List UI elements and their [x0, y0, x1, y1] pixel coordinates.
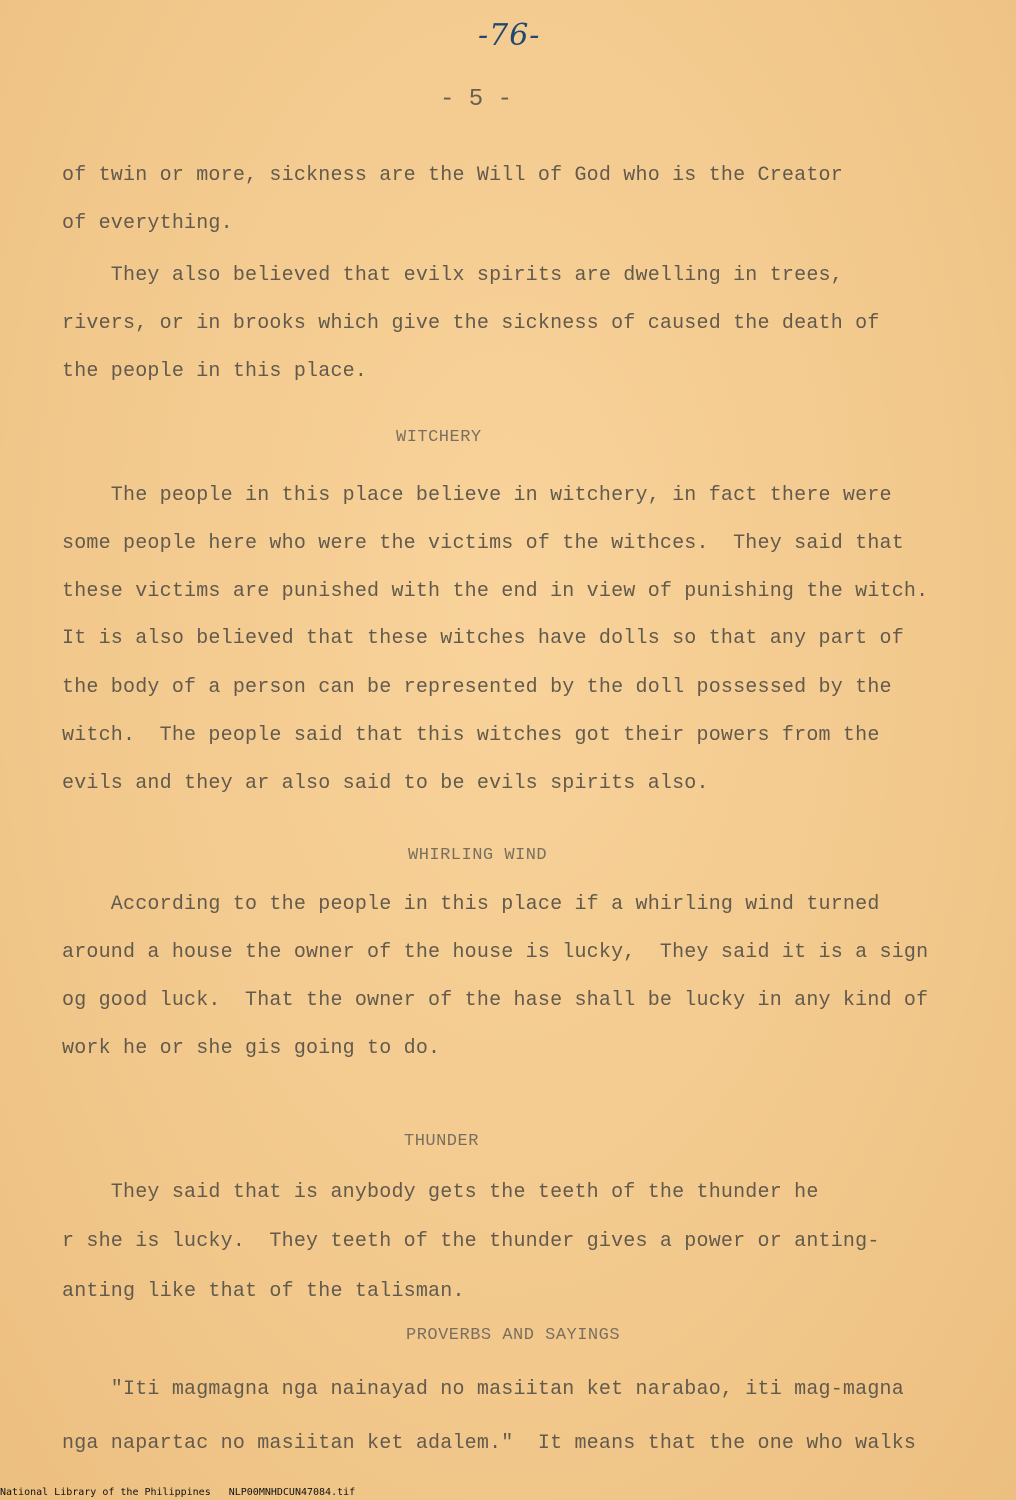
text-line: the people in this place. [62, 360, 368, 383]
typed-page-number: - 5 - [440, 86, 513, 113]
text-line: of twin or more, sickness are the Will of God who is the Creator [62, 164, 843, 187]
text-line: these victims are punished with the end in view of punishing the witch. [62, 580, 929, 603]
text-line: rivers, or in brooks which give the sickness of caused the death of [62, 312, 880, 335]
text-line: anting like that of the talisman. [62, 1280, 465, 1303]
text-line: They said that is anybody gets the teeth of the thunder he [62, 1181, 819, 1204]
text-line: They also believed that evilx spirits are dwelling in trees, [62, 264, 843, 287]
handwritten-page-number: -76- [478, 18, 541, 53]
text-line: According to the people in this place if a whirling wind turned [62, 893, 880, 916]
heading-proverbs-and-sayings: PROVERBS AND SAYINGS [406, 1326, 621, 1345]
text-line: It is also believed that these witches have dolls so that any part of [62, 627, 904, 650]
text-line: "Iti magmagna nga nainayad no masiitan ket narabao, iti mag-magna [62, 1378, 904, 1401]
text-line: evils and they ar also said to be evils spirits also. [62, 772, 709, 795]
text-line: nga napartac no masiitan ket adalem." It means that the one who walks [62, 1432, 917, 1455]
text-line: The people in this place believe in witchery, in fact there were [62, 484, 892, 507]
heading-witchery: WITCHERY [396, 428, 482, 447]
scan-footer [0, 1487, 373, 1498]
footer-library-name: National Library of the Philippines [0, 1487, 211, 1498]
text-line: witch. The people said that this witches got their powers from the [62, 724, 880, 747]
heading-thunder: THUNDER [404, 1132, 479, 1151]
text-line: r she is lucky. They teeth of the thunder gives a power or anting- [62, 1230, 880, 1253]
heading-whirling-wind: WHIRLING WIND [408, 846, 548, 865]
text-line: work he or she gis going to do. [62, 1037, 441, 1060]
text-line: og good luck. That the owner of the hase shall be lucky in any kind of [62, 989, 929, 1012]
text-line: around a house the owner of the house is lucky, They said it is a sign [62, 941, 929, 964]
text-line: some people here who were the victims of the withces. They said that [62, 532, 904, 555]
text-line: of everything. [62, 212, 233, 235]
footer-file-name: NLP00MNHDCUN47084.tif [228, 1487, 356, 1498]
text-line: the body of a person can be represented by the doll possessed by the [62, 676, 892, 699]
